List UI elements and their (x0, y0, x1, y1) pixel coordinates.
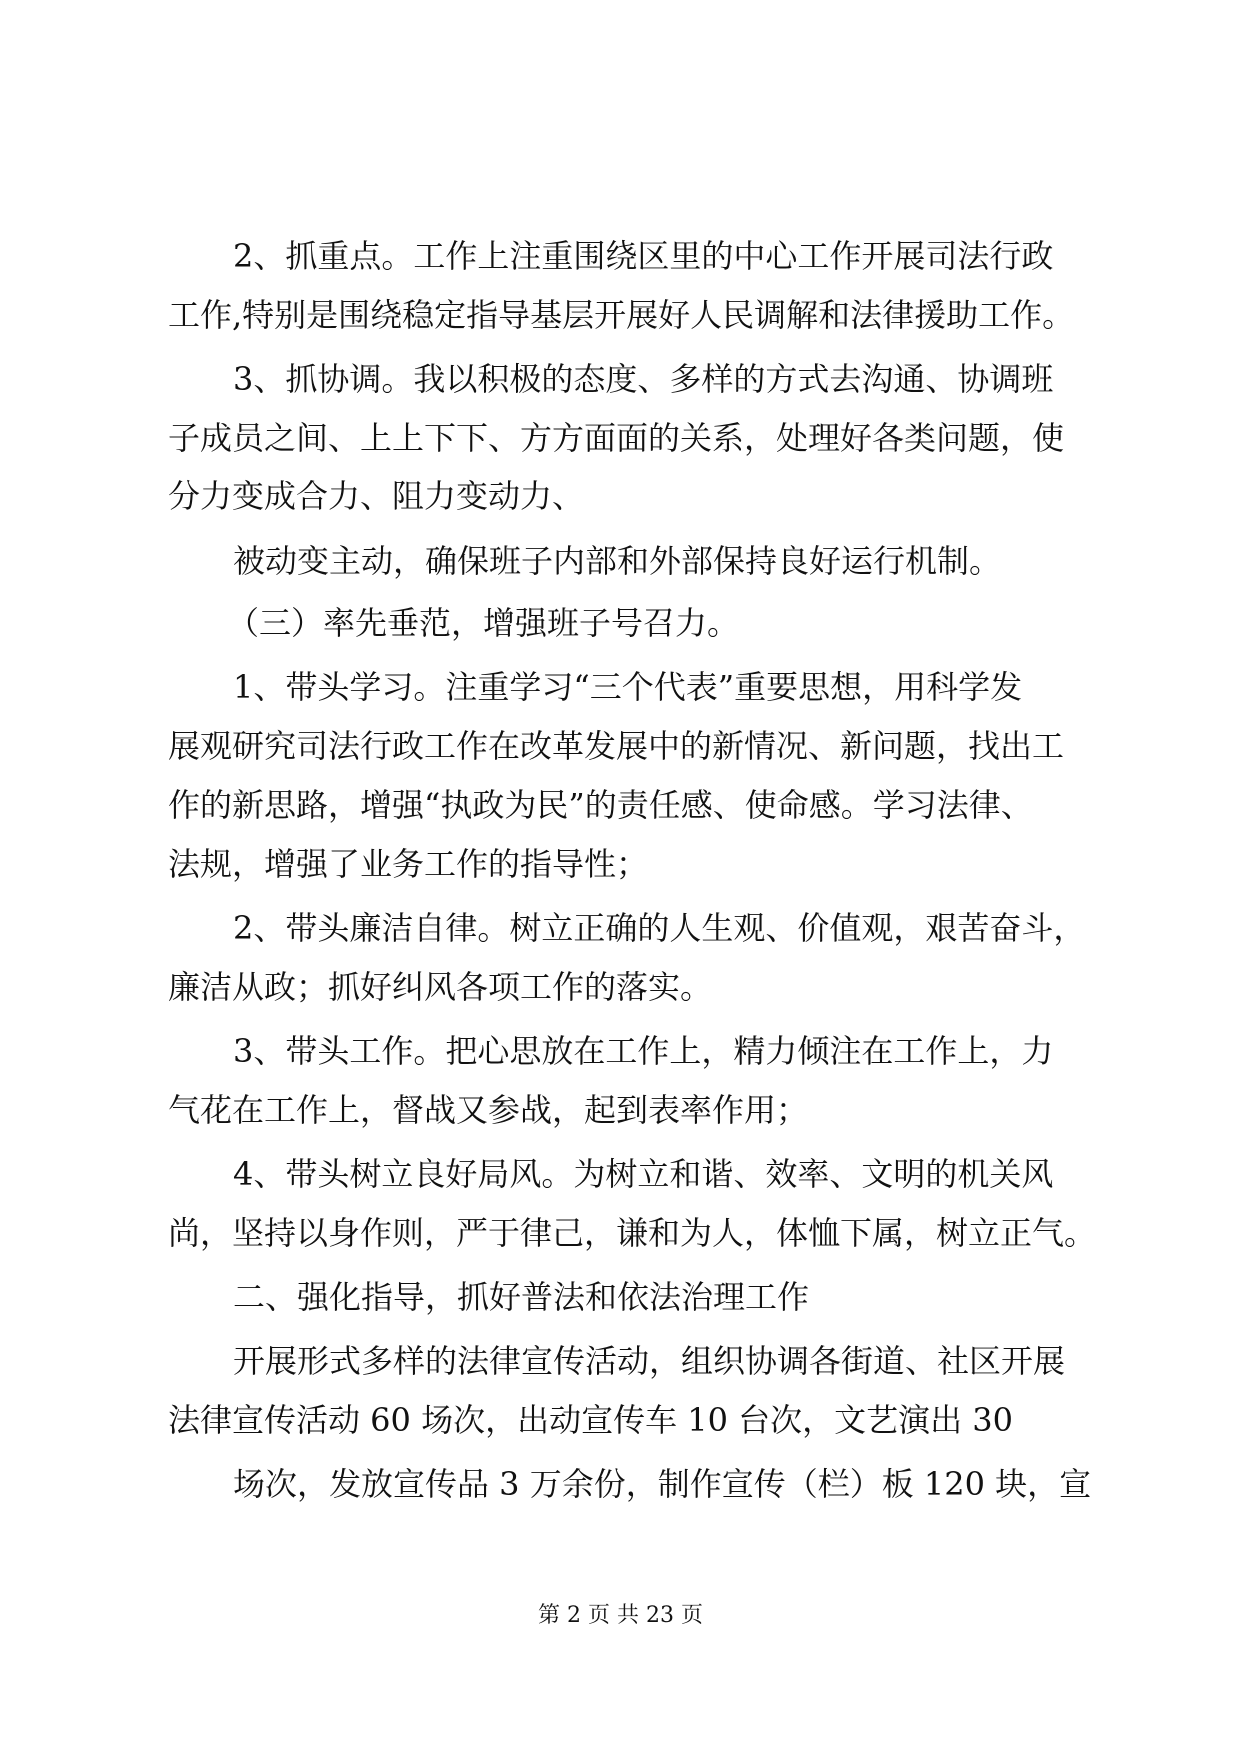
body-line: 子成员之间、上上下下、方方面面的关系，处理好各类问题，使 (168, 419, 1065, 457)
body-line: 展观研究司法行政工作在改革发展中的新情况、新问题，找出工 (168, 727, 1065, 765)
body-line: 1、带头学习。注重学习“三个代表”重要思想，用科学发 (233, 668, 1023, 706)
body-line: 4、带头树立良好局风。为树立和谐、效率、文明的机关风 (233, 1155, 1054, 1193)
body-line: 被动变主动，确保班子内部和外部保持良好运行机制。 (233, 542, 1002, 580)
body-line: 2、抓重点。工作上注重围绕区里的中心工作开展司法行政 (233, 237, 1054, 275)
page-footer: 第 2 页 共 23 页 (538, 1603, 703, 1628)
body-line: 开展形式多样的法律宣传活动，组织协调各街道、社区开展 (233, 1342, 1066, 1380)
body-line: 气花在工作上，督战又参战，起到表率作用； (168, 1091, 809, 1129)
body-line: 工作,特别是围绕稳定指导基层开展好人民调解和法律援助工作。 (168, 296, 1075, 334)
body-line: 作的新思路，增强“执政为民”的责任感、使命感。学习法律、 (168, 786, 1033, 824)
section-heading: （三）率先垂范，增强班子号召力。 (227, 604, 740, 642)
body-line: 分力变成合力、阻力变动力、 (168, 477, 585, 515)
body-line: 3、抓协调。我以积极的态度、多样的方式去沟通、协调班 (233, 360, 1054, 398)
body-line: 2、带头廉洁自律。树立正确的人生观、价值观，艰苦奋斗， (233, 909, 1086, 947)
section-heading: 二、强化指导，抓好普法和依法治理工作 (233, 1278, 810, 1316)
body-line: 法规，增强了业务工作的指导性； (168, 845, 649, 883)
body-line: 尚，坚持以身作则，严于律己，谦和为人，体恤下属，树立正气。 (168, 1214, 1097, 1252)
body-line: 法律宣传活动 60 场次，出动宣传车 10 台次，文艺演出 30 (168, 1401, 1014, 1439)
body-line: 场次，发放宣传品 3 万余份，制作宣传（栏）板 120 块，宣 (233, 1465, 1092, 1503)
body-line: 3、带头工作。把心思放在工作上，精力倾注在工作上，力 (233, 1032, 1054, 1070)
body-line: 廉洁从政；抓好纠风各项工作的落实。 (168, 968, 713, 1006)
